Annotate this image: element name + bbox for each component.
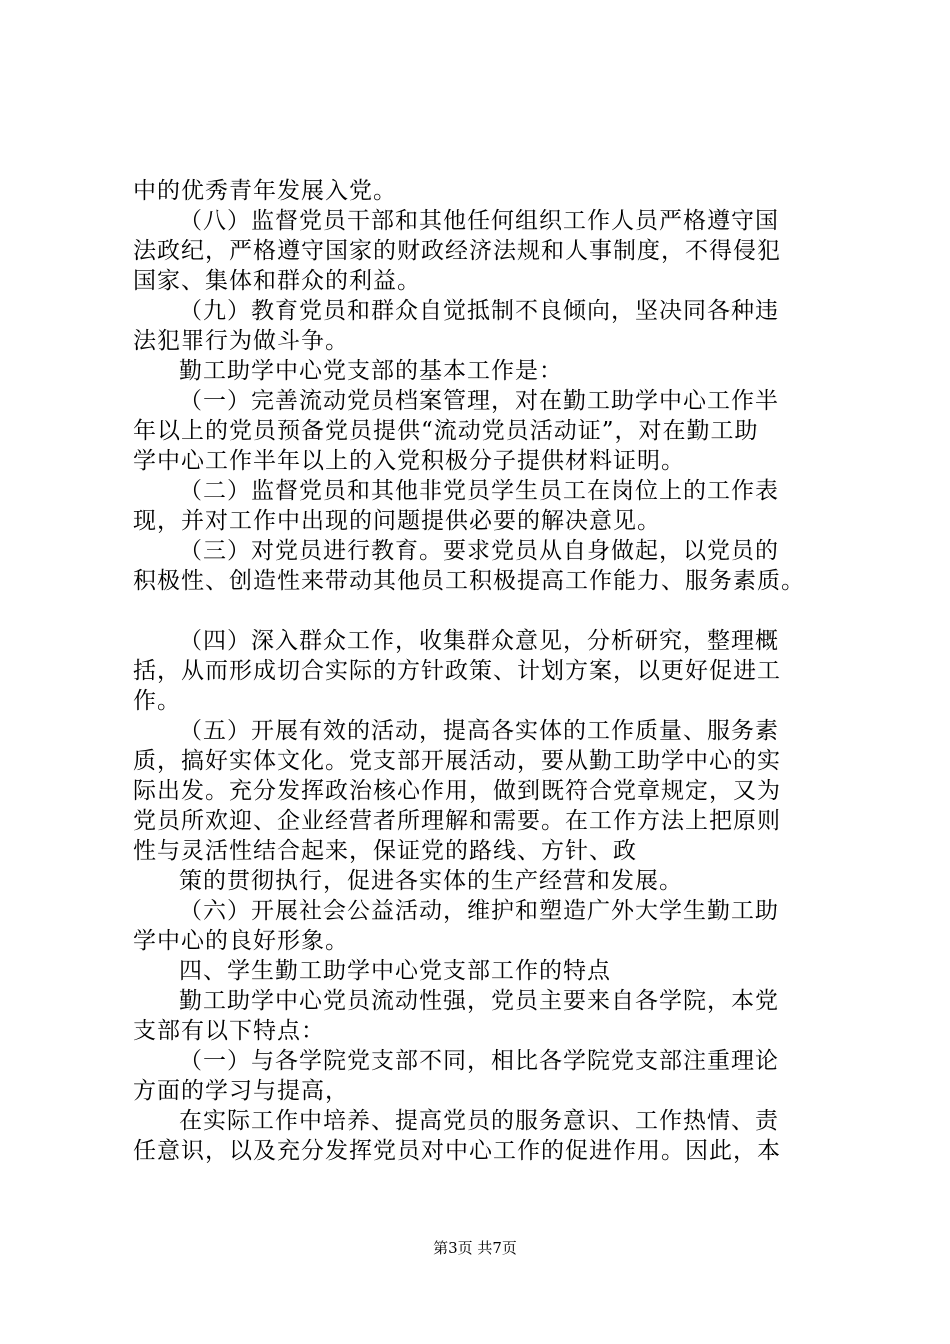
text-line: （二）监督党员和其他非党员学生员工在岗位上的工作表 [179,478,779,504]
text-line: （九）教育党员和群众自觉抵制不良倾向，坚决同各种违 [179,298,779,324]
text-line: 学中心工作半年以上的入党积极分子提供材料证明。 [133,448,685,474]
page-footer: 第3页 共7页 [433,1239,517,1257]
text-line: 四、学生勤工助学中心党支部工作的特点 [179,958,611,984]
text-line: （四）深入群众工作，收集群众意见，分析研究，整理概 [179,628,779,654]
text-line: 法犯罪行为做斗争。 [133,328,349,354]
text-line: 积极性、创造性来带动其他员工积极提高工作能力、服务素质。 [133,568,805,594]
text-line: 国家、集体和群众的利益。 [133,268,421,294]
text-line: 方面的学习与提高， [133,1078,349,1104]
text-line: 任意识，以及充分发挥党员对中心工作的促进作用。因此，本 [133,1138,781,1164]
text-line: （八）监督党员干部和其他任何组织工作人员严格遵守国 [179,208,779,234]
blank-line [133,596,843,626]
text-line: 策的贯彻执行，促进各实体的生产经营和发展。 [179,868,683,894]
text-line: 勤工助学中心党员流动性强，党员主要来自各学院，本党 [179,988,779,1014]
text-line: 勤工助学中心党支部的基本工作是： [179,358,563,384]
text-line: 性与灵活性结合起来，保证党的路线、方针、政 [133,838,637,864]
text-line: 括，从而形成切合实际的方针政策、计划方案，以更好促进工 [133,658,781,684]
text-line: 中的优秀青年发展入党。 [133,178,397,204]
text-line: 现，并对工作中出现的问题提供必要的解决意见。 [133,508,661,534]
text-line: （一）完善流动党员档案管理，对在勤工助学中心工作半 [179,388,779,414]
text-line: 学中心的良好形象。 [133,928,349,954]
text-line: 质，搞好实体文化。党支部开展活动，要从勤工助学中心的实 [133,748,781,774]
text-line: 际出发。充分发挥政治核心作用，做到既符合党章规定，又为 [133,778,781,804]
document-body [133,176,843,1166]
text-line: 年以上的党员预备党员提供“流动党员活动证”，对在勤工助 [133,418,759,444]
text-line: 支部有以下特点： [133,1018,325,1044]
text-line: 作。 [133,688,181,714]
text-line: （六）开展社会公益活动，维护和塑造广外大学生勤工助 [179,898,779,924]
text-line: 法政纪，严格遵守国家的财政经济法规和人事制度，不得侵犯 [133,238,781,264]
text-line: 在实际工作中培养、提高党员的服务意识、工作热情、责 [179,1108,779,1134]
text-line: （五）开展有效的活动，提高各实体的工作质量、服务素 [179,718,779,744]
text-line: （一）与各学院党支部不同，相比各学院党支部注重理论 [179,1048,779,1074]
text-line: （三）对党员进行教育。要求党员从自身做起，以党员的 [179,538,779,564]
text-line: 党员所欢迎、企业经营者所理解和需要。在工作方法上把原则 [133,808,781,834]
